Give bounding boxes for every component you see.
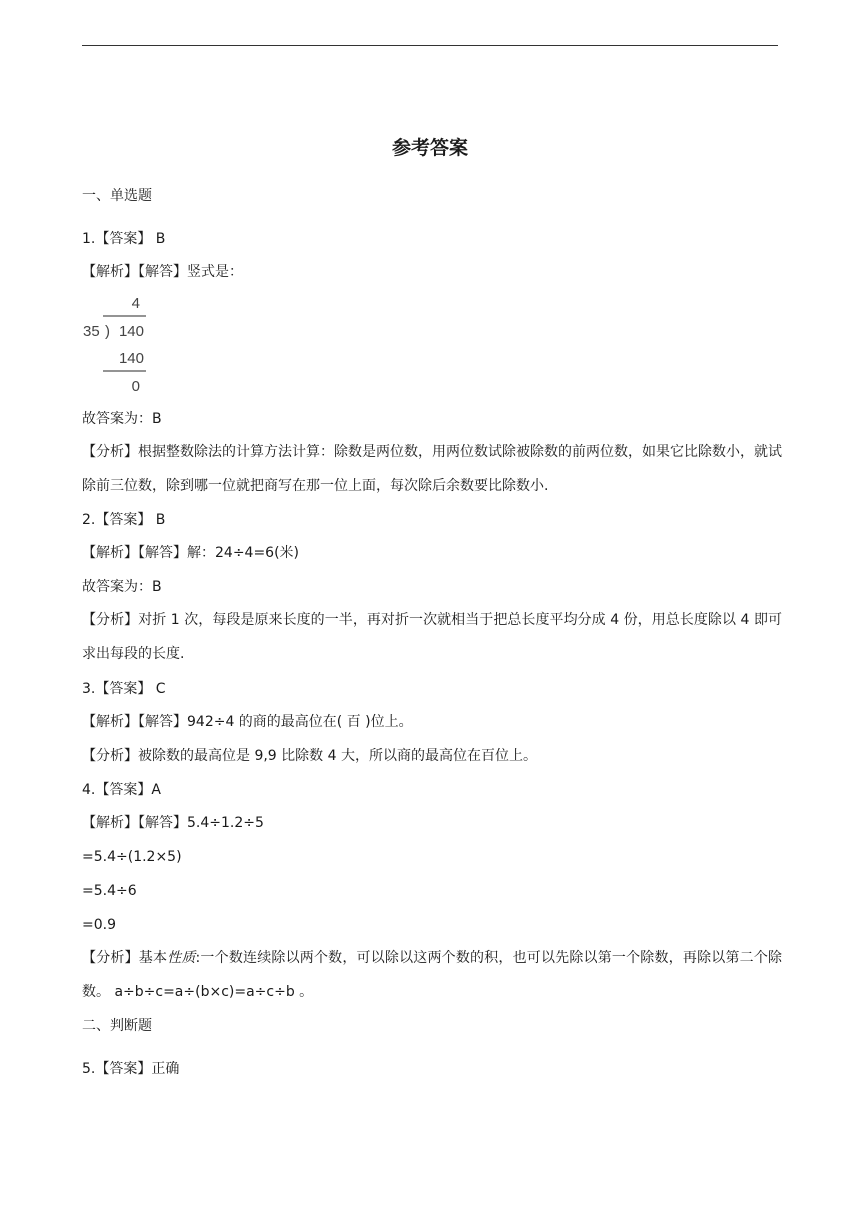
q2-analysis: 【解析】【解答】解：24÷4=6(米) (82, 545, 300, 561)
division-quotient: 4 (131, 295, 140, 312)
q1-analysis: 【解析】【解答】竖式是： (82, 264, 243, 280)
q1-answer: 1.【答案】 B (82, 231, 166, 247)
q4-fenxi-prefix: 【分析】基本 (82, 950, 168, 966)
q1-conclusion: 故答案为：B (82, 411, 162, 427)
q2-answer: 2.【答案】 B (82, 512, 166, 528)
section-heading-single-choice: 一、单选题 (82, 188, 152, 204)
q1-fenxi: 【分析】根据整数除法的计算方法计算：除数是两位数，用两位数试除被除数的前两位数，如果它比除数小，就试除前三位数，除到哪一位就把商写在那一位上面，每次除后余数要比除数小. (82, 444, 782, 494)
header-rule (82, 45, 778, 46)
page-title: 参考答案 (391, 137, 468, 159)
q2-conclusion: 故答案为：B (82, 579, 162, 595)
q4-fenxi-body: :一个数连续除以两个数，可以除以这两个数的积，也可以先除以第一个除数，再除以第二个除数。 a÷b÷c=a÷(b×c)=a÷c÷b 。 (82, 950, 783, 1000)
q4-analysis: 【解析】【解答】5.4÷1.2÷5 (82, 815, 264, 831)
q5-answer: 5.【答案】正确 (82, 1061, 180, 1077)
q2-fenxi: 【分析】对折 1 次，每段是原来长度的一半，再对折一次就相当于把总长度平均分成 4 份，用总长度除以 4 即可求出每段的长度. (82, 612, 782, 662)
division-dividend: 140 (118, 323, 144, 340)
q4-fenxi-italic: 性质 (167, 950, 196, 966)
section-heading-true-false: 二、判断题 (82, 1018, 152, 1034)
long-division-figure (80, 291, 152, 397)
division-product: 140 (118, 350, 144, 367)
q4-fenxi (82, 941, 782, 1009)
q3-analysis: 【解析】【解答】942÷4 的商的最高位在( 百 )位上。 (82, 714, 413, 730)
division-bracket: ) (105, 323, 110, 340)
q4-step-2: =5.4÷6 (82, 883, 137, 899)
division-divisor: 35 (83, 323, 100, 340)
q3-fenxi: 【分析】被除数的最高位是 9,9 比除数 4 大，所以商的最高位在百位上。 (82, 748, 537, 764)
q4-step-1: =5.4÷(1.2×5) (82, 849, 182, 865)
q3-answer: 3.【答案】 C (82, 681, 166, 697)
division-remainder: 0 (131, 378, 140, 395)
q4-step-3: =0.9 (82, 917, 116, 933)
q4-answer: 4.【答案】A (82, 782, 161, 798)
